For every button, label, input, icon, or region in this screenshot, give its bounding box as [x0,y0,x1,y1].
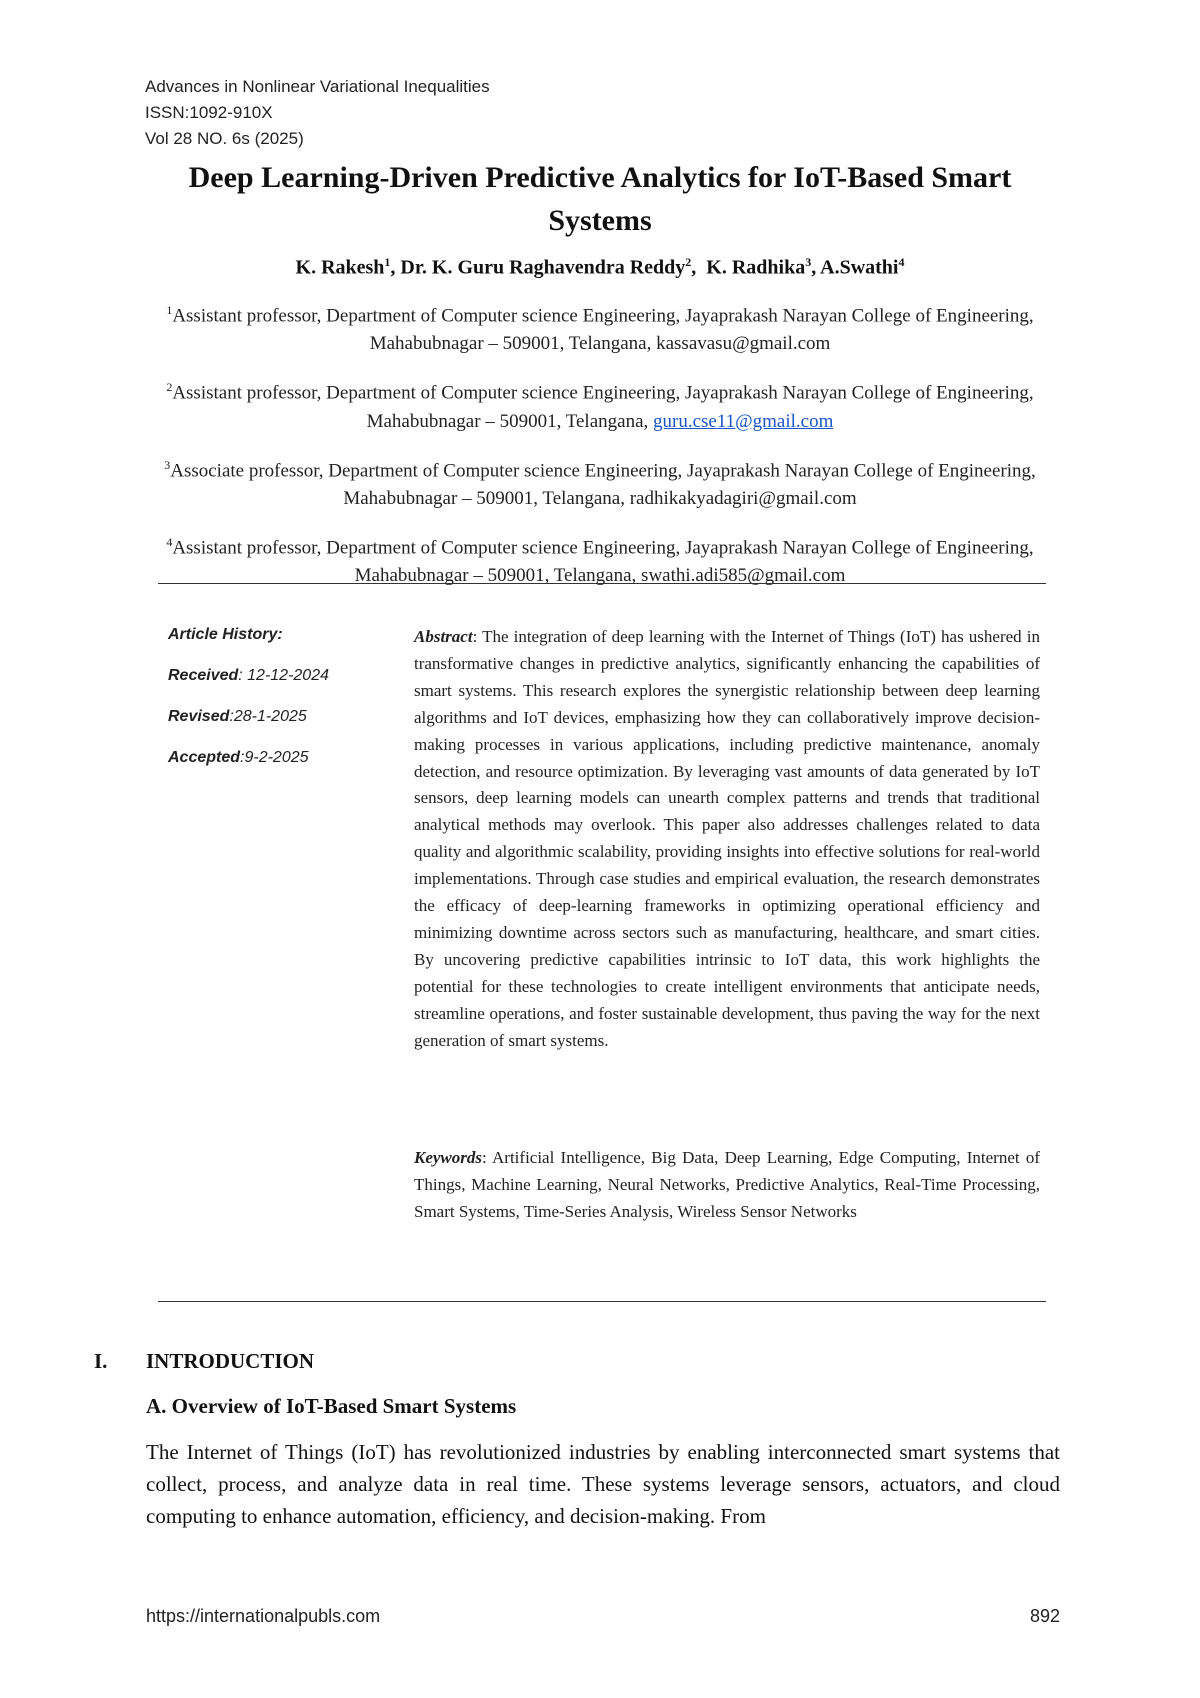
journal-name: Advances in Nonlinear Variational Inequalities [145,77,490,96]
author-name: Dr. K. Guru Raghavendra Reddy [400,256,686,279]
affiliation: $^2$Assistant professor, Department of Computer science Engineering, Jayaprakash Narayan College of Engineering, Mahabubnagar – 509001, Telangana, guru.cse11@gmail.com [166,380,1034,432]
journal-issn: ISSN:1092-910X [145,103,273,122]
keywords [414,1145,1040,1226]
author-name: K. Rakesh [295,256,385,279]
affiliation: $^4$Assistant professor, Department of Computer science Engineering, Jayaprakash Narayan College of Engineering, Mahabubnagar – 509001, Telangana, swathi.adi585@gmail.com [166,534,1034,587]
revised-date: :28-1-2025 [229,708,307,725]
bottom-divider [158,1301,1046,1302]
author-list: K. Rakesh$^1$, Dr. K. Guru Raghavendra Reddy$^2$, K. Radhika$^3$, A.Swathi$^4$ [295,255,905,279]
history-heading: Article History: [168,626,283,643]
received-date: : 12-12-2024 [238,667,329,684]
subsection-title: A. Overview of IoT-Based Smart Systems [146,1394,517,1418]
footer-url: https://internationalpubls.com [146,1606,381,1626]
author-affil-marker: 2 [685,255,692,269]
author-affil-marker: 1 [384,255,391,269]
article-history: Article History: Received: 12-12-2024 Revised:28-1-2025 Accepted:9-2-2025 [168,626,329,766]
keywords-label: Keywords [414,1148,482,1167]
author-name: A.Swathi [820,256,899,279]
journal-header [145,74,490,152]
author-email: swathi.adi585@gmail.com [641,565,846,587]
page-number: 892 [1029,1606,1060,1626]
affiliation: $^3$Associate professor, Department of Computer science Engineering, Jayaprakash Narayan College of Engineering, Mahabubnagar – 509001, Telangana, radhikakyadagiri@gmail.com [164,457,1036,509]
author-email: radhikakyadagiri@gmail.com [629,487,857,509]
author-email: kassavasu@gmail.com [656,333,831,355]
journal-volume: Vol 28 NO. 6s (2025) [145,129,304,148]
accepted-date: :9-2-2025 [240,749,309,766]
paper-title: Deep Learning-Driven Predictive Analytics for IoT-Based Smart Systems [188,161,1012,237]
abstract-text: : The integration of deep learning with the Internet of Things (IoT) has ushered in transformative changes in predictive analytics, significantly enhancing the capabilities of smart systems. This research explores the synergistic relationship between deep learning algorithms and IoT devices, emphasizing how they can collaboratively improve decision-making processes in various applications, including predictive maintenance, anomaly detection, and resource optimization. By leveraging vast amounts of data generated by IoT sensors, deep learning models can unearth complex patterns and trends that traditional analytical methods may overlook. This paper also addresses challenges related to data quality and algorithmic scalability, providing insights into effective solutions for real-world implementations. Through case studies and empirical evaluation, the research demonstrates the efficacy of deep-learning frameworks in optimizing operational efficiency and minimizing downtime across sectors such as manufacturing, healthcare, and smart cities. By uncovering predictive capabilities intrinsic to IoT data, this work highlights the potential for these technologies to create intelligent environments that anticipate needs, streamline operations, and foster sustainable development, thus paving the way for the next generation of smart systems. [414,627,1040,1050]
top-divider [158,583,1046,584]
author-name: K. Radhika [706,256,806,279]
abstract-label: Abstract [414,627,473,646]
section-title: INTRODUCTION [146,1349,315,1373]
author-email-link[interactable]: guru.cse11@gmail.com [653,410,834,432]
author-affil-marker: 3 [805,255,812,269]
author-affil-marker: 4 [898,255,905,269]
section-number: I. [94,1349,108,1373]
affiliation: $^1$Assistant professor, Department of Computer science Engineering, Jayaprakash Narayan College of Engineering, Mahabubnagar – 509001, Telangana, kassavasu@gmail.com [166,303,1034,355]
body-paragraph: The Internet of Things (IoT) has revolutionized industries by enabling interconnected smart systems that collect, process, and analyze data in real time. These systems leverage sensors, actuators, and cloud computing to enhance automation, efficiency, and decision-making. From [146,1440,1060,1528]
affiliation-list [150,296,1050,605]
abstract [414,624,1040,1055]
keywords-text: : Artificial Intelligence, Big Data, Deep Learning, Edge Computing, Internet of Things, Machine Learning, Neural Networks, Predictive Analytics, Real-Time Processing, Smart Systems, Time-Series Analysis, Wireless Sensor Networks [414,1148,1040,1221]
